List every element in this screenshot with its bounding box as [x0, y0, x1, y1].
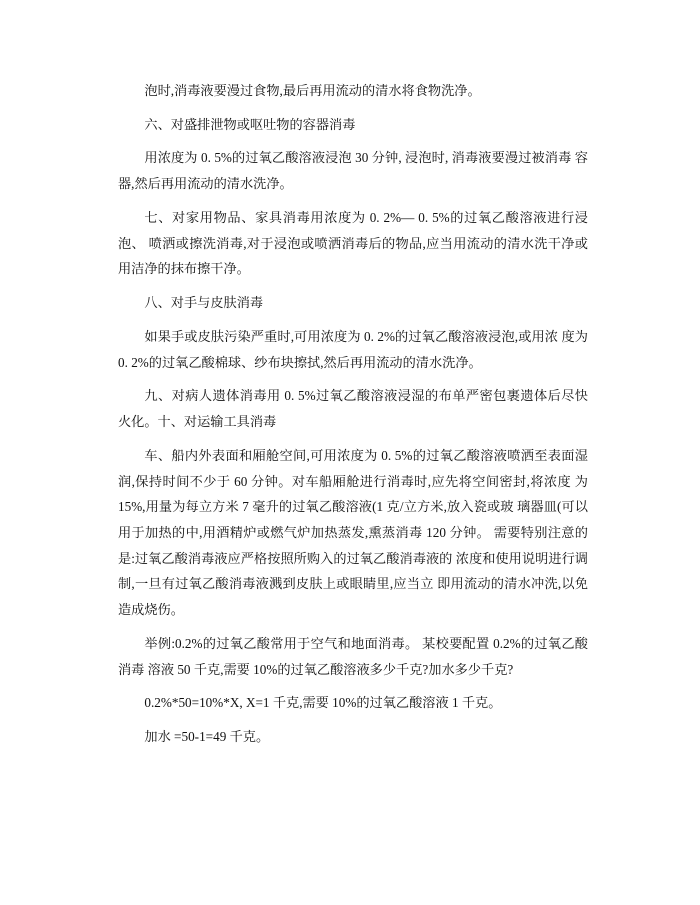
example-paragraph: 举例:0.2%的过氧乙酸常用于空气和地面消毒。 某校要配置 0.2%的过氧乙酸消毒 溶液 50 千克,需要 10%的过氧乙酸溶液多少千克?加水多少千克?: [118, 635, 588, 677]
calculation-line-one: 0.2%*50=10%*X, X=1 千克,需要 10%的过氧乙酸溶液 1 千克。: [144, 695, 502, 711]
calculation-line-two: 加水 =50-1=49 千克。: [144, 729, 270, 745]
paragraph: 泡时,消毒液要漫过食物,最后再用流动的清水将食物洗净。: [144, 83, 481, 98]
paragraph: 车、船内外表面和厢舱空间,可用浓度为 0. 5%的过氧乙酸溶液喷洒至表面湿润,保持时间不少于 60 分钟。对车船厢舱进行消毒时,应先将空间密封,将浓度 为 15%,用量为每立方米 7 毫升的过氧乙酸溶液(1 克/立方米,放入瓷或玻 璃器皿(可以用于加热的中,用酒精炉或燃气炉加热蒸发,熏蒸消毒 120 分钟。 需要特别注意的是:过氧乙酸消毒液应严格按照所购入的过氧乙酸消毒液的 浓度和使用说明进行调制,一旦有过氧乙酸消毒液溅到皮肤上或眼睛里,应当立 即用流动的清水冲洗,以免造成烧伤。: [118, 447, 588, 618]
paragraph: 用浓度为 0. 5%的过氧乙酸溶液浸泡 30 分钟, 浸泡时, 消毒液要漫过被消毒 容器,然后再用流动的清水洗净。: [118, 150, 588, 192]
section-heading-eight: 八、对手与皮肤消毒: [144, 295, 264, 311]
paragraph: 如果手或皮肤污染严重时,可用浓度为 0. 2%的过氧乙酸溶液浸泡,或用浓 度为 0. 2%的过氧乙酸棉球、纱布块擦拭,然后再用流动的清水洗净。: [118, 328, 588, 370]
document-body: [118, 78, 588, 750]
section-heading-six: 六、对盛排泄物或呕吐物的容器消毒: [144, 116, 356, 132]
section-heading-seven: 七、对家用物品、家具消毒用浓度为 0. 2%— 0. 5%的过氧乙酸溶液进行浸泡、 喷洒或擦洗消毒,对于浸泡或喷洒消毒后的物品,应当用流动的清水洗干净或用洁净的抹布擦干净。: [118, 209, 588, 277]
section-heading-nine-ten: 九、对病人遗体消毒用 0. 5%过氧乙酸溶液浸湿的布单严密包裹遗体后尽快 火化。十、对运输工具消毒: [118, 388, 588, 430]
